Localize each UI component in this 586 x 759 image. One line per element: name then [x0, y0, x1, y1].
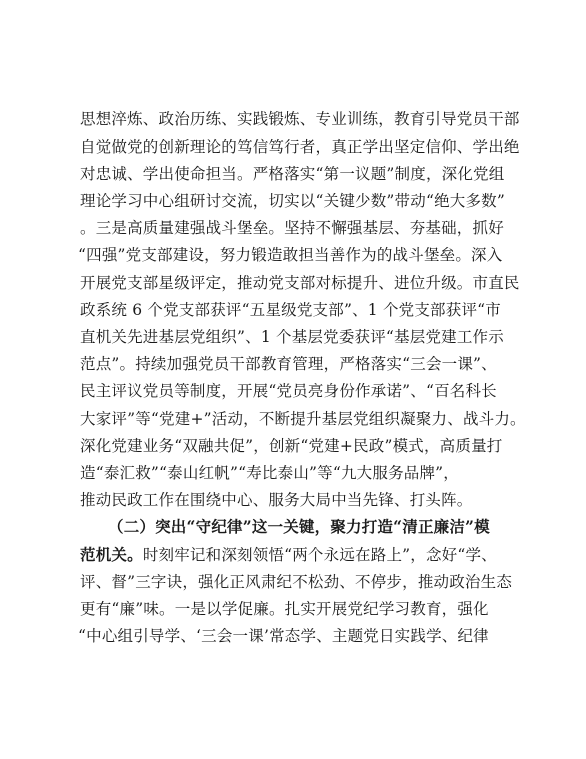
text-line: 政系统 6 个党支部获评“五星级党支部”、1 个党支部获评“市: [80, 301, 501, 319]
text-line: 。三是高质量建强战斗堡垒。坚持不懈强基层、夯基础，抓好: [80, 219, 504, 237]
text-line: “四强”党支部建设，努力锻造敢担当善作为的战斗堡垒。深入: [78, 246, 503, 264]
heading-line-continued: [80, 545, 497, 565]
text-line: 范点”。持续加强党员干部教育管理，严格落实“三会一课”、: [80, 355, 497, 373]
text-line: 理论学习中心组研讨交流，切实以“关键少数”带动“绝大多数”: [80, 192, 505, 210]
text-line: 深化党建业务“双融共促”，创新“党建+民政”模式，高质量打: [80, 437, 503, 455]
text-line: 大家评”等“党建+”活动，不断提升基层党组织凝聚力、战斗力。: [80, 410, 526, 428]
text-line: 评、督”三字诀，强化正风肃纪不松劲、不停步，推动政治生态: [80, 573, 513, 591]
text-line: 推动民政工作在围绕中心、服务大局中当先锋、打头阵。: [80, 491, 473, 509]
text-line: 开展党支部星级评定，推动党支部对标提升、进位升级。市直民: [80, 274, 520, 292]
text-line: 思想淬炼、政治历练、实践锻炼、专业训练，教育引导党员干部: [80, 110, 520, 128]
text-line: “中心组引导学、‘三会一课’常态学、主题党日实践学、纪律: [78, 627, 489, 645]
text-line: 对忠诚、学出使命担当。严格落实“第一议题”制度，深化党组: [80, 165, 505, 183]
text-line: 更有“廉”味。一是以学促廉。扎实开展党纪学习教育，强化: [80, 600, 489, 618]
section-heading-continued: 范机关。: [80, 545, 143, 564]
heading-rest-text: 时刻牢记和深刻领悟“两个永远在路上”，念好“学、: [142, 546, 497, 564]
text-line: 直机关先进基层党组织”、1 个基层党委获评“基层党建工作示: [80, 328, 504, 346]
text-line: 民主评议党员等制度，开展“党员亮身份作承诺”、“百名科长: [80, 382, 497, 400]
text-line: 造“泰汇救”“泰山红帆”“寿比泰山”等“九大服务品牌”，: [80, 464, 459, 482]
text-line: 自觉做党的创新理论的笃信笃行者，真正学出坚定信仰、学出绝: [80, 138, 520, 156]
section-heading: （二）突出“守纪律”这一关键，聚力打造“清正廉洁”模: [108, 517, 490, 536]
